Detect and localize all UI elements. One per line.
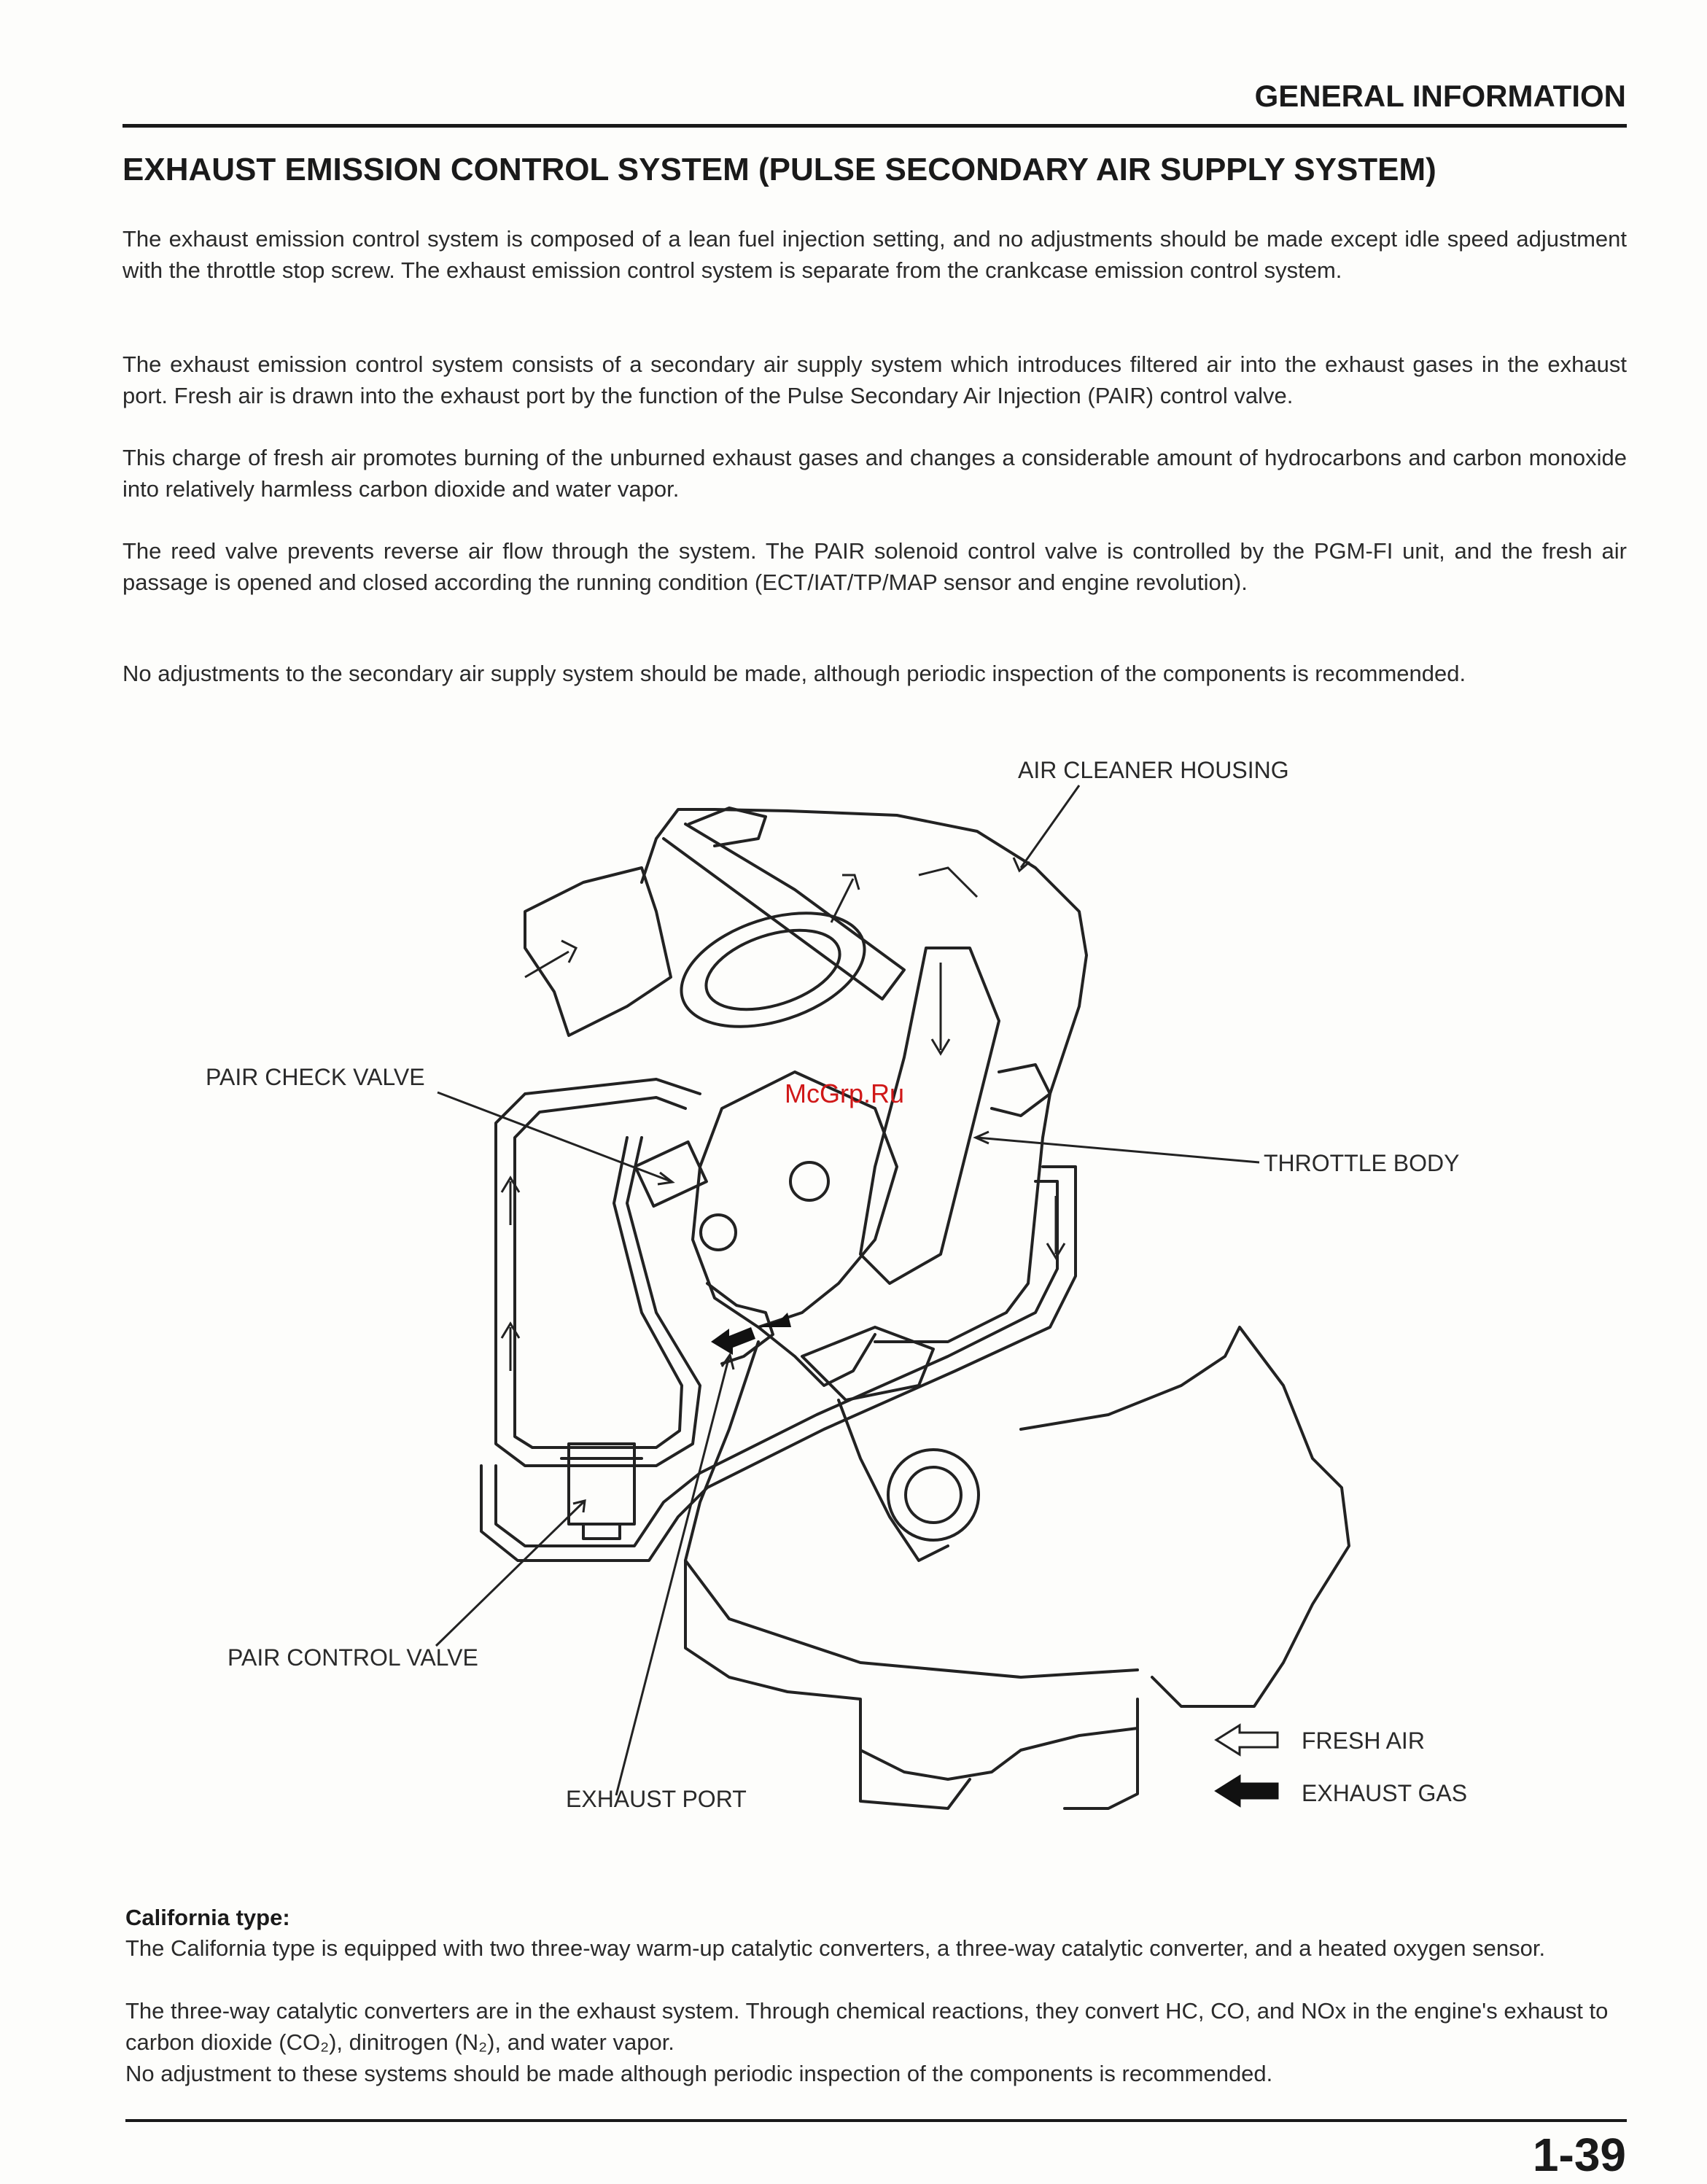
pair-check-valve-label: PAIR CHECK VALVE: [206, 1064, 425, 1090]
california-line-1: The California type is equipped with two three-way warm-up catalytic converters, a three-way catalytic converter, and a heated oxygen sensor.: [125, 1935, 1546, 1961]
air-cleaner-housing-shape: [642, 809, 1086, 1342]
fresh-air-label: FRESH AIR: [1302, 1728, 1425, 1754]
paragraph-1: The exhaust emission control system is composed of a lean fuel injection setting, and no adjustments should be made except idle speed adjustment with the throttle stop screw. The exhaust emission control system is separate from the crankcase emission control system.: [123, 226, 1627, 283]
exhaust-port-leader: [616, 1355, 734, 1795]
pair-control-valve-label: PAIR CONTROL VALVE: [228, 1644, 478, 1671]
air-cleaner-housing-label: AIR CLEANER HOUSING: [1018, 757, 1289, 783]
page-title: EXHAUST EMISSION CONTROL SYSTEM (PULSE SECONDARY AIR SUPPLY SYSTEM): [123, 152, 1436, 187]
california-heading: California type:: [125, 1905, 290, 1930]
paragraph-5: No adjustments to the secondary air supply system should be made, although periodic inspection of the components is recommended.: [123, 661, 1466, 686]
exhaust-port-label: EXHAUST PORT: [566, 1786, 747, 1812]
legend: [1216, 1725, 1467, 1806]
paragraph-3: This charge of fresh air promotes burning of the unburned exhaust gases and changes a considerable amount of hydrocarbons and carbon monoxide into relatively harmless carbon dioxide and water vapor.: [123, 445, 1627, 502]
air-cleaner-leader: [1014, 785, 1079, 871]
california-line-3: No adjustment to these systems should be made although periodic inspection of the components is recommended.: [125, 2061, 1273, 2086]
section-header: GENERAL INFORMATION: [1254, 79, 1626, 113]
throttle-body-label: THROTTLE BODY: [1264, 1150, 1460, 1176]
watermark: McGrp.Ru: [785, 1079, 905, 1108]
throttle-body-leader: [976, 1132, 1259, 1162]
exhaust-gas-label: EXHAUST GAS: [1302, 1780, 1468, 1806]
exhaust-gas-arrow-icon: [1216, 1776, 1278, 1806]
pair-control-valve-shape: [569, 1444, 634, 1524]
pair-control-valve-leader: [436, 1501, 585, 1646]
fresh-air-arrow-icon: [1216, 1725, 1278, 1754]
bottom-rule: [125, 2119, 1627, 2122]
california-line-2: The three-way catalytic converters are in the exhaust system. Through chemical reactions, they convert HC, CO, and NOx in the engine's exhaust to carbon dioxide (CO₂), dinitrogen (N₂), and water vapor.: [125, 1998, 1609, 2055]
page-number: 1-39: [1532, 2129, 1626, 2181]
paragraph-4: The reed valve prevents reverse air flow through the system. The PAIR solenoid control valve is controlled by the PGM-FI unit, and the fresh air passage is opened and closed according the running condition (ECT/IAT/TP/MAP sensor and engine revolution).: [123, 538, 1627, 595]
paragraph-2: The exhaust emission control system consists of a secondary air supply system which introduces filtered air into the exhaust gases in the exhaust port. Fresh air is drawn into the exhaust port by the function of the Pulse Secondary Air Injection (PAIR) control valve.: [123, 351, 1627, 408]
